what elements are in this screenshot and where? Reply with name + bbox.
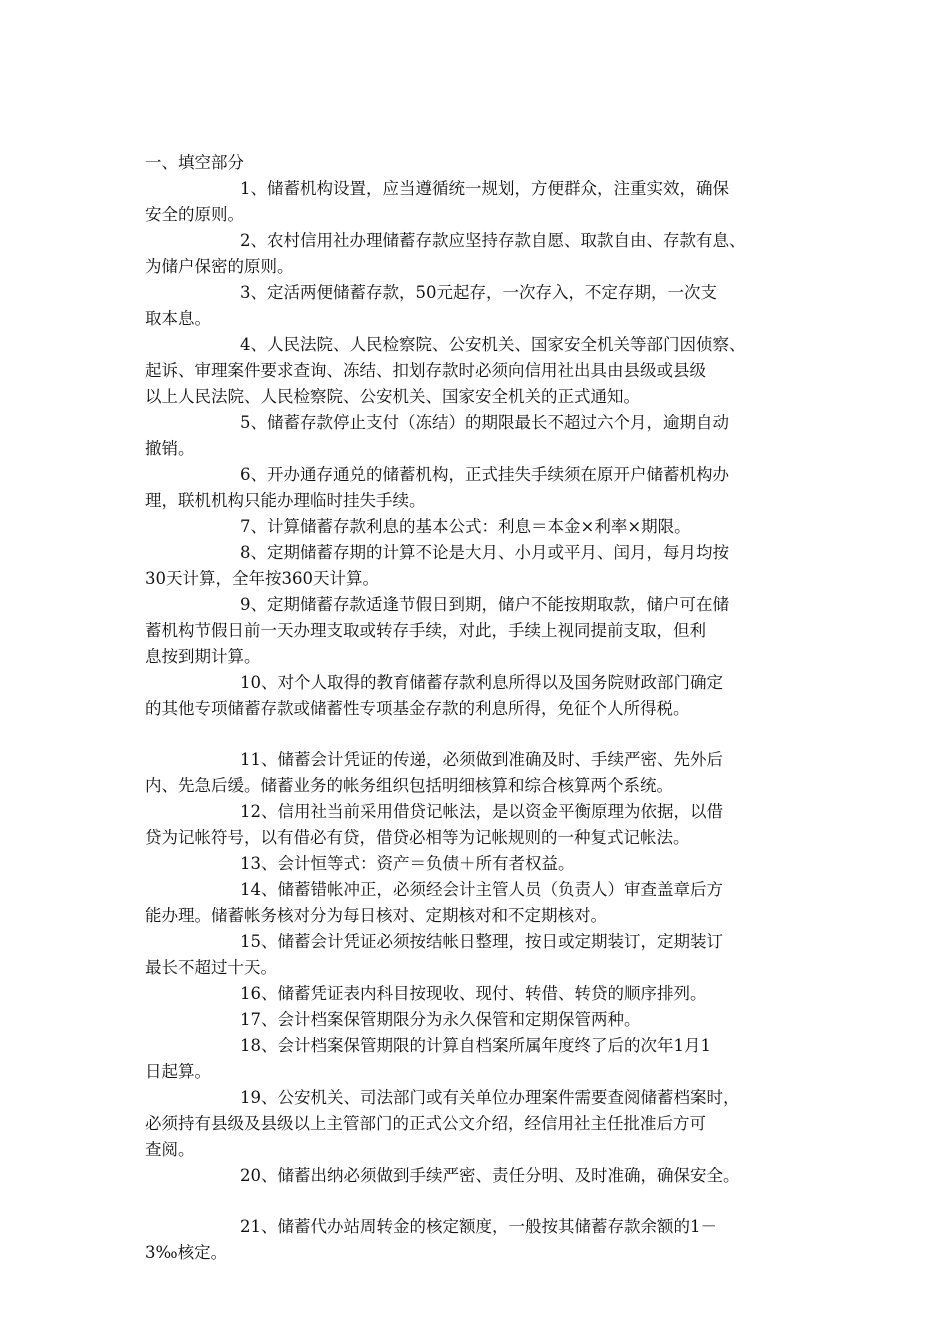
item-line: 17、会计档案保管期限分为永久保管和定期保管两种。 [240, 1010, 641, 1029]
item-line: 11、储蓄会计凭证的传递，必须做到准确及时、手续严密、先外后 [240, 750, 723, 769]
item-line: 21、储蓄代办站周转金的核定额度，一般按其储蓄存款余额的1－ [240, 1217, 717, 1236]
item-line: 16、储蓄凭证表内科目按现收、现付、转借、转贷的顺序排列。 [240, 984, 707, 1003]
item-line: 2、农村信用社办理储蓄存款应坚持存款自愿、取款自由、存款有息、 [240, 231, 746, 250]
item-line: 撤销。 [145, 439, 195, 458]
list-item [145, 540, 815, 592]
item-line: 内、先急后缓。储蓄业务的帐务组织包括明细核算和综合核算两个系统。 [145, 776, 673, 795]
item-line: 4、人民法院、人民检察院、公安机关、国家安全机关等部门因侦察、 [240, 335, 746, 354]
item-line: 10、对个人取得的教育储蓄存款利息所得以及国务院财政部门确定 [240, 673, 723, 692]
paragraph-spacer [145, 722, 815, 747]
item-line: 蓄机构节假日前一天办理支取或转存手续，对此，手续上视同提前支取，但利 [145, 621, 706, 640]
list-item [145, 670, 815, 722]
list-item [145, 410, 815, 462]
item-line: 30天计算，全年按360天计算。 [145, 569, 379, 588]
item-line: 13、会计恒等式：资产＝负债＋所有者权益。 [240, 854, 575, 873]
item-line: 3、定活两便储蓄存款，50元起存，一次存入，不定存期，一次支 [240, 283, 717, 302]
list-item [145, 514, 815, 540]
list-item [145, 1033, 815, 1085]
item-line: 日起算。 [145, 1062, 211, 1081]
paragraph-spacer [145, 1189, 815, 1214]
list-item [145, 1007, 815, 1033]
list-item [145, 1163, 815, 1189]
item-line: 8、定期储蓄存期的计算不论是大月、小月或平月、闰月，每月均按 [240, 543, 729, 562]
list-item [145, 228, 815, 280]
item-line: 最长不超过十天。 [145, 958, 277, 977]
item-line: 20、储蓄出纳必须做到手续严密、责任分明、及时准确，确保安全。 [240, 1166, 740, 1185]
list-item [145, 1085, 815, 1163]
section-title: 一、填空部分 [145, 153, 244, 172]
list-item [145, 851, 815, 877]
item-line: 贷为记帐符号，以有借必有贷，借贷必相等为记帐规则的一种复式记帐法。 [145, 828, 690, 847]
item-line: 以上人民法院、人民检察院、公安机关、国家安全机关的正式通知。 [145, 387, 640, 406]
item-line: 5、储蓄存款停止支付（冻结）的期限最长不超过六个月，逾期自动 [240, 413, 729, 432]
item-line: 6、开办通存通兑的储蓄机构，正式挂失手续须在原开户储蓄机构办 [240, 465, 729, 484]
item-line: 安全的原则。 [145, 205, 244, 224]
item-line: 理，联机机构只能办理临时挂失手续。 [145, 491, 426, 510]
item-line: 3‰核定。 [145, 1243, 228, 1262]
list-item [145, 280, 815, 332]
item-line: 能办理。储蓄帐务核对分为每日核对、定期核对和不定期核对。 [145, 906, 607, 925]
item-line: 18、会计档案保管期限的计算自档案所属年度终了后的次年1月1 [240, 1036, 711, 1055]
list-item [145, 877, 815, 929]
list-item [145, 332, 815, 410]
item-line: 为储户保密的原则。 [145, 257, 294, 276]
item-line: 19、公安机关、司法部门或有关单位办理案件需要查阅储蓄档案时， [240, 1088, 740, 1107]
list-item [145, 799, 815, 851]
item-line: 息按到期计算。 [145, 647, 261, 666]
item-line: 14、储蓄错帐冲正，必须经会计主管人员（负责人）审查盖章后方 [240, 880, 723, 899]
item-line: 15、储蓄会计凭证必须按结帐日整理，按日或定期装订，定期装订 [240, 932, 723, 951]
item-line: 7、计算储蓄存款利息的基本公式：利息＝本金×利率×期限。 [240, 517, 691, 536]
item-line: 必须持有县级及县级以上主管部门的正式公文介绍，经信用社主任批准后方可 [145, 1114, 706, 1133]
item-line: 的其他专项储蓄存款或储蓄性专项基金存款的利息所得，免征个人所得税。 [145, 699, 690, 718]
list-item [145, 176, 815, 228]
item-line: 起诉、审理案件要求查询、冻结、扣划存款时必须向信用社出具由县级或县级 [145, 361, 706, 380]
item-line: 12、信用社当前采用借贷记帐法，是以资金平衡原理为依据，以借 [240, 802, 723, 821]
item-line: 9、定期储蓄存款适逢节假日到期，储户不能按期取款，储户可在储 [240, 595, 729, 614]
list-item [145, 462, 815, 514]
item-line: 查阅。 [145, 1140, 195, 1159]
item-list [145, 176, 815, 1266]
document-body [145, 150, 815, 1266]
list-item [145, 929, 815, 981]
item-line: 1、储蓄机构设置，应当遵循统一规划，方便群众，注重实效，确保 [240, 179, 729, 198]
item-line: 取本息。 [145, 309, 211, 328]
list-item [145, 747, 815, 799]
list-item [145, 592, 815, 670]
list-item [145, 1214, 815, 1266]
list-item [145, 981, 815, 1007]
